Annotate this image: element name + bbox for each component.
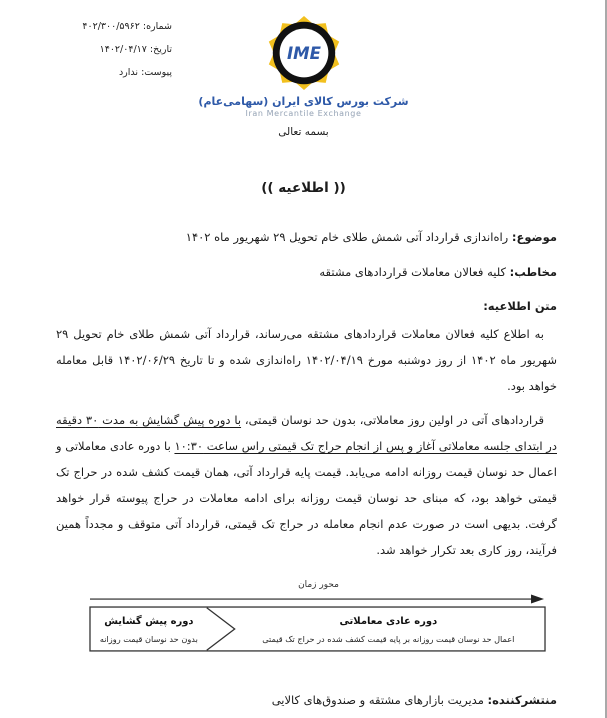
letter-number-value: ۴۰۲/۳۰۰/۵۹۶۲ — [82, 21, 140, 32]
timeline-diagram — [87, 579, 551, 659]
ime-logo-icon — [265, 14, 343, 92]
paragraph-2-underlined: با دوره پیش گشایش به مدت ۳۰ دقیقه در ابتدای جلسه معاملاتی آغاز و پس از انجام حراج تک قیمتی راس ساعت ۱۰:۳۰ — [56, 413, 557, 453]
normal-period-title: دوره عادی معاملاتی — [339, 615, 438, 627]
timeline-outer-box — [90, 607, 545, 651]
company-name-fa: شرکت بورس کالای ایران (سهامی‌عام) — [198, 95, 409, 108]
timeline-svg — [87, 579, 551, 659]
letterhead-logo-block — [0, 14, 607, 118]
subject-row — [56, 229, 557, 245]
letter-attachment-label: پیوست: — [141, 67, 172, 78]
paragraph-2 — [56, 407, 557, 563]
preopen-period-subtitle: بدون حد نوسان قیمت روزانه — [99, 633, 198, 644]
letter-attachment-value: ندارد — [118, 67, 139, 78]
audience-text: کلیه فعالان معاملات قراردادهای مشتقه — [319, 265, 510, 279]
ime-monogram: IME — [286, 43, 321, 63]
letter-date-label: تاریخ: — [149, 44, 172, 55]
time-axis-arrowhead-icon — [531, 595, 544, 604]
subject-label: موضوع: — [511, 230, 557, 244]
normal-period-subtitle: اعمال حد نوسان قیمت روزانه بر پایه قیمت کشف شده در حراج تک قیمتی — [262, 633, 515, 644]
paragraph-1: به اطلاع کلیه فعالان معاملات قراردادهای مشتقه می‌رساند، قرارداد آتی شمش طلای خام تحویل ۲۹ شهریور ماه ۱۴۰۲ از روز دوشنبه مورخ ۱۴۰۲/۰۴/۱۹ راه‌اندازی شده و تا تاریخ ۱۴۰۲/۰۶/۲۹ قابل معامله خواهد بود. — [56, 327, 557, 393]
letter-date-value: ۱۴۰۲/۰۴/۱۷ — [99, 44, 147, 55]
paragraph-2-pre: قراردادهای آتی در اولین روز معاملاتی، بدون حد نوسان قیمتی، — [241, 413, 544, 427]
publisher-text: مدیریت بازارهای مشتقه و صندوق‌های کالایی — [271, 693, 488, 707]
preopen-period-title: دوره پیش گشایش — [104, 615, 194, 627]
letter-number-label: شماره: — [142, 21, 172, 32]
audience-row — [56, 264, 557, 280]
publisher-row — [56, 693, 557, 707]
besmele-text: بسمه تعالی — [278, 126, 329, 138]
letter-body — [56, 229, 557, 707]
notice-title: (( اطلاعیه )) — [261, 180, 346, 196]
company-name-en: Iran Mercantile Exchange — [245, 109, 362, 118]
subject-text: راه‌اندازی قرارداد آتی شمش طلای خام تحویل ۲۹ شهریور ماه ۱۴۰۲ — [185, 230, 512, 244]
paragraph-2-post: با دوره عادی معاملاتی و اعمال حد نوسان قیمت روزانه ادامه می‌یابد. قیمت پایه قرارداد آتی، همان قیمت کشف شده در حراج تک قیمتی خواهد بود، که مبنای حد نوسان قیمت روزانه برای ادامه معاملات در حراج پیوسته قرار خواهد گرفت. بدیهی است در صورت عدم انجام معامله در حراج تک قیمتی، قرارداد آتی متوقف و مجدداً همین فرآیند، روز کاری بعد تکرار خواهد شد. — [56, 439, 557, 557]
audience-label: مخاطب: — [509, 265, 557, 279]
publisher-label: منتشرکننده: — [487, 693, 557, 707]
body-heading: متن اطلاعیه: — [483, 299, 557, 313]
time-axis-label: محور زمان — [298, 580, 339, 591]
